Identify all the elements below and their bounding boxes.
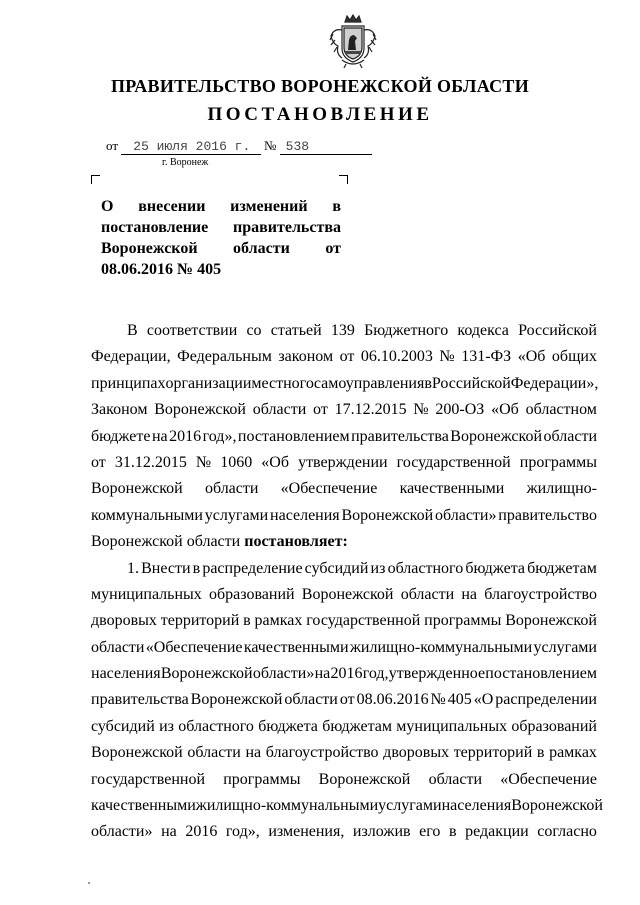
paragraph-preamble-last-line (91, 529, 597, 555)
text-line (91, 767, 597, 793)
word: согласно (537, 823, 597, 841)
word: качественными (91, 797, 196, 815)
word: бюджетам (527, 559, 597, 577)
word: Законом (91, 401, 148, 419)
word: В (127, 322, 138, 339)
word: «Об (517, 348, 546, 366)
word: Воронежской (318, 770, 411, 788)
word: 08.06.2016 (356, 691, 429, 709)
word: организации (165, 374, 252, 392)
subject-line (101, 196, 341, 217)
word: от (325, 240, 341, 257)
word: Бюджетного (364, 322, 449, 339)
word: его (419, 823, 441, 841)
word: «Обеспечение (500, 770, 597, 788)
word: Воронежской (91, 744, 183, 762)
text-line (91, 318, 597, 344)
text-line (91, 371, 597, 397)
text-line (91, 608, 597, 634)
word: законом (278, 348, 334, 366)
word: области» (252, 665, 315, 683)
word: со (246, 322, 262, 339)
word: жилищно-коммунальными (195, 797, 379, 815)
word: 2016 (330, 665, 363, 683)
word: правительства (233, 219, 341, 236)
subject-corner-bracket-right (339, 175, 348, 184)
word: Воронежской (450, 427, 543, 445)
word: образований (511, 717, 597, 735)
word: области» (91, 823, 153, 841)
word: от (313, 401, 328, 419)
word: Внести (141, 559, 191, 577)
word: распределение (202, 559, 303, 577)
word: области» (435, 506, 497, 524)
word: в (448, 823, 457, 841)
subject-corner-bracket-left (91, 175, 100, 184)
word: утверждении (298, 453, 388, 471)
word: в (192, 559, 201, 577)
word: области (428, 770, 483, 788)
word: 2016 (185, 823, 218, 841)
word: из (159, 717, 174, 735)
word: коммунальными (91, 506, 203, 524)
word: области (543, 427, 597, 445)
word: год», (202, 427, 237, 445)
scan-speck (88, 882, 90, 884)
word: изменений (230, 198, 308, 215)
word: дворовых (383, 744, 450, 762)
text-line (91, 397, 597, 423)
word: от (339, 691, 355, 709)
word: Воронежской (301, 585, 394, 603)
word: год», (225, 823, 260, 841)
word: бюджетам (322, 717, 392, 735)
word: Воронежской (91, 480, 183, 498)
subject-line (101, 217, 341, 238)
word: программы (223, 770, 301, 788)
text-line (91, 424, 597, 450)
document-date: 25 июля 2016 г. (121, 140, 261, 155)
word: в (536, 744, 545, 762)
date-line (106, 138, 261, 155)
word: Воронежской (341, 506, 434, 524)
word: постановление (101, 219, 209, 236)
document-body (91, 318, 603, 846)
word: 1. (127, 559, 139, 577)
word: от (339, 348, 355, 366)
text-line (91, 344, 597, 370)
word: 1060 (220, 453, 253, 471)
word: «О (473, 691, 494, 709)
word: дворовых (91, 612, 157, 630)
word: территорий (160, 612, 240, 630)
word: из (370, 559, 386, 577)
word: 131-ФЗ (461, 348, 512, 366)
document-type-title: ПОСТАНОВЛЕНИЕ (207, 104, 433, 125)
word: Воронежской (101, 240, 198, 257)
date-label: от (106, 138, 119, 153)
subject-last-line: 08.06.2016 № 405 (101, 261, 222, 278)
word: постановлением (485, 665, 597, 683)
word: 06.10.2003 (360, 348, 433, 366)
city-label: г. Воронеж (162, 157, 209, 168)
word: 17.12.2015 (334, 401, 407, 419)
subject-lines (101, 196, 341, 259)
word: 405 (447, 691, 472, 709)
text-line (91, 450, 597, 476)
word: общих (551, 348, 597, 366)
word: правительства (91, 691, 189, 709)
text-line (91, 793, 603, 819)
text-line (91, 582, 597, 608)
text-line (91, 556, 597, 582)
word: Воронежской (190, 691, 283, 709)
word: правительства (351, 427, 449, 445)
word: на (461, 585, 478, 603)
word: № (430, 691, 446, 709)
word: муниципальных (91, 585, 202, 603)
word: благоустройство (484, 585, 597, 603)
word: образований (208, 585, 295, 603)
word: в (243, 612, 251, 630)
word: местного (251, 374, 314, 392)
word: Воронежской (511, 797, 603, 815)
paragraph-preamble (91, 318, 597, 529)
number-label: № (264, 138, 277, 153)
word: О (101, 198, 114, 215)
word: Воронежской (160, 665, 253, 683)
word: области (252, 401, 307, 419)
word: на (245, 744, 262, 762)
word: самоуправления (313, 374, 425, 392)
word: 2016 (169, 427, 202, 445)
text-line (91, 819, 597, 845)
word: в (424, 374, 432, 392)
word: государственной (91, 770, 206, 788)
number-line (264, 138, 372, 155)
text-line (91, 635, 597, 661)
word: Российской (518, 322, 597, 339)
word: области (204, 480, 259, 498)
document-subject (101, 196, 341, 280)
word: принципах (91, 374, 166, 392)
decree-keyword: постановляет: (244, 533, 348, 551)
word: качественными (399, 480, 505, 498)
word: государственной (306, 612, 421, 630)
voronezh-coat-of-arms-icon (328, 14, 378, 70)
subject-line (101, 238, 341, 259)
word: населения (441, 797, 512, 815)
word: рамках (549, 744, 597, 762)
word: постановлением (237, 427, 350, 445)
word: утвержденное (388, 665, 486, 683)
word: № (195, 453, 212, 471)
word: кодекса (457, 322, 509, 339)
word: соответствии (146, 322, 238, 339)
word: субсидий (91, 717, 155, 735)
word: области (400, 585, 455, 603)
word: Федеральным (177, 348, 272, 366)
word: на (151, 427, 168, 445)
document-number: 538 (280, 140, 372, 155)
word: «Обеспечение (145, 638, 243, 656)
word: программы (519, 453, 597, 471)
word: бюджета (465, 559, 525, 577)
word: от (91, 453, 106, 471)
organization-title: ПРАВИТЕЛЬСТВО ВОРОНЕЖСКОЙ ОБЛАСТИ (110, 76, 530, 96)
word: бюджета (258, 717, 318, 735)
word: правительство (498, 506, 597, 524)
word: год, (362, 665, 389, 683)
word: области (284, 691, 338, 709)
word: области (187, 744, 241, 762)
word: 31.12.2015 (114, 453, 187, 471)
word: статьей (270, 322, 322, 339)
word: услугами (533, 638, 597, 656)
word: областного (178, 717, 254, 735)
word: 200-ОЗ (435, 401, 485, 419)
word: субсидий (304, 559, 369, 577)
word: № (439, 348, 455, 366)
word: в (332, 198, 341, 215)
word: качественными (243, 638, 349, 656)
word: областного (387, 559, 464, 577)
word: государственной (396, 453, 511, 471)
word: Воронежской (505, 612, 597, 630)
word: рамках (254, 612, 303, 630)
word: услугами (378, 797, 442, 815)
word: жилищно- (526, 480, 597, 498)
word: Федерации», (510, 374, 599, 392)
word: благоустройство (265, 744, 379, 762)
word: программы (424, 612, 502, 630)
word: Федерации, (91, 348, 171, 366)
text-line (91, 661, 597, 687)
word: «Об (261, 453, 289, 471)
paragraph-item-1 (91, 556, 603, 846)
word: внесении (138, 198, 206, 215)
preamble-tail-text: Воронежской области (91, 533, 245, 551)
word: населения (91, 665, 161, 683)
word: «Об (491, 401, 519, 419)
word: территорий (453, 744, 533, 762)
word: муниципальных (396, 717, 508, 735)
word: на (161, 823, 177, 841)
word: распределении (495, 691, 597, 709)
text-line (91, 476, 597, 502)
text-line (91, 740, 597, 766)
word: изложив (352, 823, 411, 841)
word: на (314, 665, 331, 683)
word: Российской (431, 374, 511, 392)
word: области (91, 638, 145, 656)
word: жилищно-коммунальными (349, 638, 533, 656)
word: бюджете (91, 427, 151, 445)
word: редакции (465, 823, 529, 841)
text-line (91, 714, 597, 740)
word: области (233, 240, 290, 257)
word: областном (525, 401, 597, 419)
word: населения (270, 506, 340, 524)
word: «Обеспечение (280, 480, 378, 498)
word: Воронежской (154, 401, 246, 419)
word: 139 (330, 322, 355, 339)
text-line (91, 503, 597, 529)
word: № (413, 401, 429, 419)
text-line (91, 687, 597, 713)
word: изменения, (268, 823, 345, 841)
word: услугами (204, 506, 269, 524)
